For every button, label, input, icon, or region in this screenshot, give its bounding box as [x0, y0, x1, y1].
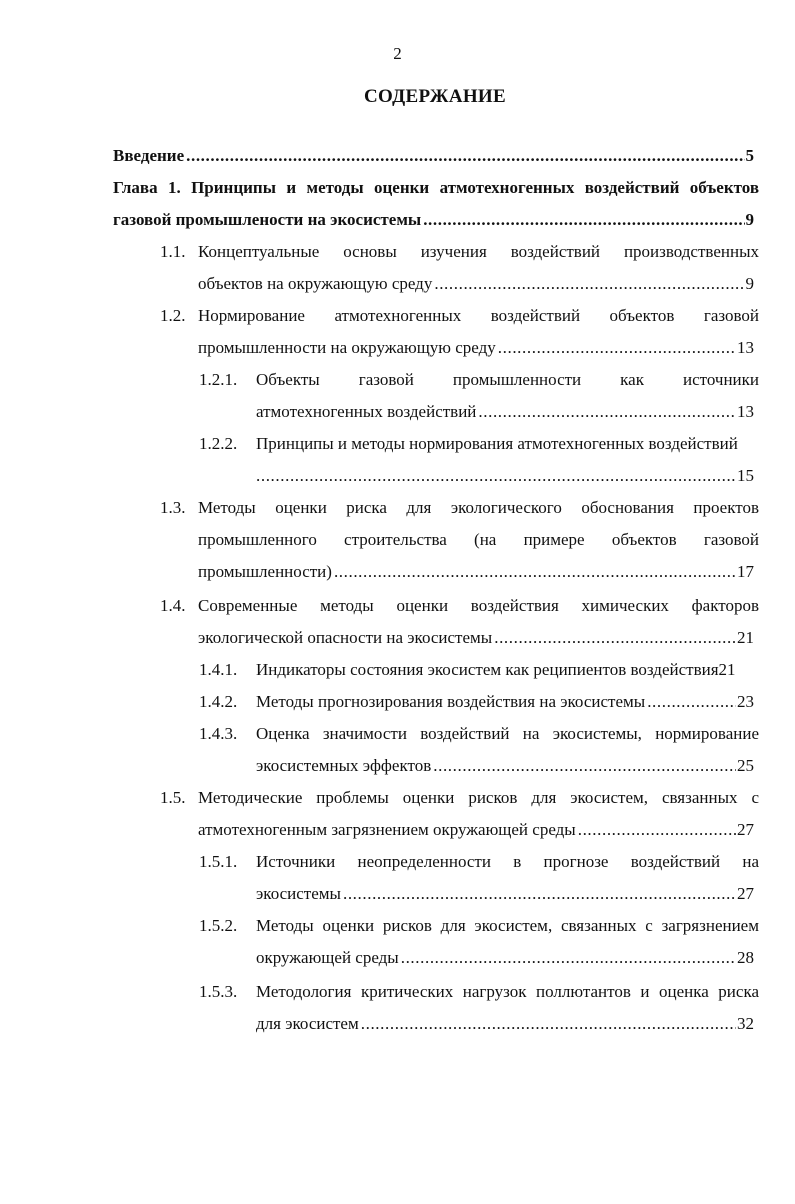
toc-entry-1-5-1[interactable]	[199, 852, 759, 904]
toc-page-number: 13	[737, 402, 754, 421]
section-number: 1.5.3.	[199, 982, 238, 1001]
toc-entry-line: для экосистем	[256, 1014, 359, 1033]
toc-entry-line: Оценка значимости воздействий на экосистемы, нормирование	[256, 724, 759, 743]
leader-dots	[334, 562, 736, 582]
toc-entry-line: Принципы и методы нормирования атмотехногенных воздействий	[256, 434, 738, 453]
toc-page-number: 27	[737, 820, 754, 839]
section-number: 1.2.1.	[199, 370, 238, 389]
section-number: 1.5.2.	[199, 916, 238, 935]
page-title: СОДЕРЖАНИЕ	[364, 86, 506, 107]
toc-entry-line: атмотехногенным загрязнением окружающей среды	[198, 820, 576, 839]
section-number: 1.4.	[160, 596, 186, 615]
toc-entry-line: промышленного строительства (на примере объектов газовой	[198, 530, 759, 549]
toc-entry-line: Глава 1. Принципы и методы оценки атмотехногенных воздействий объектов	[113, 178, 759, 197]
leader-dots	[433, 756, 736, 776]
leader-dots	[434, 274, 744, 294]
toc-page-number: 25	[737, 756, 754, 775]
toc-entry-line: Методы оценки рисков для экосистем, связанных с загрязнением	[256, 916, 759, 935]
toc-entry-1-5-3[interactable]	[199, 982, 759, 1034]
toc-page-number: 17	[737, 562, 754, 581]
toc-entry-1-1[interactable]	[160, 242, 759, 294]
leader-dots	[578, 820, 736, 840]
toc-page-number: 9	[745, 274, 754, 293]
section-number: 1.5.	[160, 788, 186, 807]
toc-entry-intro[interactable]	[113, 146, 754, 166]
section-number: 1.5.1.	[199, 852, 238, 871]
section-number: 1.2.	[160, 306, 186, 325]
toc-entry-line: экологической опасности на экосистемы	[198, 628, 493, 647]
toc-entry-line: Методология критических нагрузок поллютантов и оценка риска	[256, 982, 759, 1001]
toc-entry-1-4[interactable]	[160, 596, 759, 648]
section-number: 1.4.2.	[199, 692, 238, 711]
leader-dots	[423, 210, 744, 230]
toc-entry-line: атмотехногенных воздействий	[256, 402, 477, 421]
leader-dots	[494, 628, 736, 648]
leader-dots	[343, 884, 736, 904]
toc-entry-line: промышленности)	[198, 562, 332, 581]
leader-dots	[361, 1014, 736, 1034]
toc-entry-line: Источники неопределенности в прогнозе воздействий на	[256, 852, 759, 871]
leader-dots	[256, 466, 736, 486]
section-number: 1.2.2.	[199, 434, 238, 453]
toc-entry-1-2-2[interactable]	[199, 434, 759, 486]
section-number: 1.4.3.	[199, 724, 238, 743]
toc-page-number: 5	[745, 146, 754, 165]
toc-entry-1-4-2[interactable]	[199, 692, 759, 712]
toc-entry-title: Введение	[113, 146, 185, 165]
leader-dots	[186, 146, 744, 166]
section-number: 1.4.1.	[199, 660, 238, 679]
leader-dots	[498, 338, 736, 358]
toc-page-number: 21	[718, 660, 736, 679]
toc-entry-line: объектов на окружающую среду	[198, 274, 433, 293]
toc-entry-chapter-1[interactable]	[113, 178, 759, 230]
toc-entry-1-4-1[interactable]	[199, 660, 759, 680]
toc-page-number: 15	[737, 466, 754, 485]
toc-entry-line: Методы оценки риска для экологического обоснования проектов	[198, 498, 759, 517]
page-number: 2	[393, 44, 402, 63]
toc-entry-line: газовой промышленоcти на экосистемы	[113, 210, 422, 229]
toc-entry-line: экосистемы	[256, 884, 341, 903]
leader-dots	[478, 402, 736, 422]
toc-page-number: 13	[737, 338, 754, 357]
toc-page-number: 28	[737, 948, 754, 967]
leader-dots	[401, 948, 736, 968]
section-number: 1.3.	[160, 498, 186, 517]
toc-entry-line: Концептуальные основы изучения воздействий производственных	[198, 242, 759, 261]
toc-entry-1-5[interactable]	[160, 788, 759, 840]
section-number: 1.1.	[160, 242, 186, 261]
toc-entry-title: Методы прогнозирования воздействия на экосистемы	[256, 692, 646, 711]
toc-entry-1-3[interactable]	[160, 498, 759, 582]
toc-entry-1-2[interactable]	[160, 306, 759, 358]
toc-entry-line: Методические проблемы оценки рисков для экосистем, связанных с	[198, 788, 759, 807]
toc-entry-line: Нормирование атмотехногенных воздействий объектов газовой	[198, 306, 759, 325]
toc-entry-line: Объекты газовой промышленности как источники	[256, 370, 759, 389]
toc-entry-line: окружающей среды	[256, 948, 399, 967]
toc-entry-line: промышленности на окружающую среду	[198, 338, 496, 357]
toc-page-number: 23	[737, 692, 754, 711]
toc-page-number: 21	[737, 628, 754, 647]
toc-entry-line: Современные методы оценки воздействия химических факторов	[198, 596, 759, 615]
toc-entry-1-4-3[interactable]	[199, 724, 759, 776]
toc-entry-line: экосистемных эффектов	[256, 756, 432, 775]
toc-entry-1-2-1[interactable]	[199, 370, 759, 422]
toc-entry-1-5-2[interactable]	[199, 916, 759, 968]
toc-page-number: 9	[745, 210, 754, 229]
toc-page-number: 27	[737, 884, 754, 903]
leader-dots	[647, 692, 736, 712]
toc-page-number: 32	[737, 1014, 754, 1033]
toc-entry-title: Индикаторы состояния экосистем как реципиентов воздействия	[256, 660, 719, 679]
